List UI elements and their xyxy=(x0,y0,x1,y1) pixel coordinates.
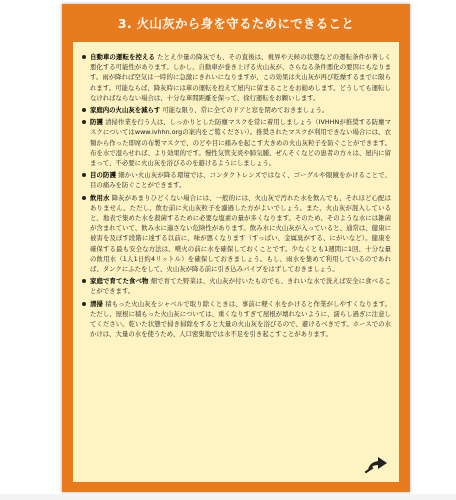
bullet-icon xyxy=(82,196,86,200)
viewer-bottom-strip xyxy=(0,494,456,500)
bullet-icon xyxy=(82,55,86,59)
advice-body: 細かい火山灰が降る環境では、コンタクトレンズではなく、ゴーグルや眼鏡をかけることで、目の痛みを防ぐことができます。 xyxy=(90,171,391,190)
advice-body: 積もった火山灰をシャベルで取り除くときは、事前に軽く水をかけると作業がしやすくなります。ただし、屋根に積もった火山灰については、重くなりすぎて屋根が壊れないように、濡らし過ぎに注意してください。乾いた状態で掃き掃除をすると大量の火山灰を浴びるので、避けるべきです。ホースでの水かけは、大量の水を使うため、人口密集地では水不足を引き起こすことがあります。 xyxy=(90,299,392,339)
bullet-icon xyxy=(82,173,86,177)
advice-lead: 飲用水 xyxy=(90,193,110,202)
advice-item-water xyxy=(90,193,391,275)
advice-body: 可能な限り、常に全てのドアと窓を閉めておきましょう。 xyxy=(160,106,329,115)
advice-lead: 家庭内の火山灰を減らす xyxy=(90,106,161,115)
advice-lead: 自動車の運転を控える xyxy=(90,53,155,61)
advice-item-protection xyxy=(90,117,391,168)
content-panel xyxy=(73,42,399,482)
bullet-icon xyxy=(82,120,86,124)
header-band xyxy=(62,4,410,42)
next-arrow-icon[interactable] xyxy=(365,452,391,474)
advice-list xyxy=(73,42,399,339)
advice-lead: 防護 xyxy=(90,118,103,127)
document-page xyxy=(62,4,410,492)
advice-item-home xyxy=(90,105,391,115)
advice-item-cleanup xyxy=(90,299,391,340)
page-title: 3. 火山灰から身を守るためにできること xyxy=(117,16,355,31)
advice-body: 降灰があまりひどくない場合には、一般的には、火山灰で汚れた水を飲んでも、それほど心配はありません。ただし、飲む前に火山灰粒子を濾過した方がよいでしょう。また、火山灰が混入していると、地表で集めた水を殺菌するために必要な塩素の量が多くなります。そのため、そのような水には雑菌が含まれていて、飲み水に適さない危険性があります。飲み水に火山灰が入っていると、通常は、健康に被害を及ぼす段階に達する以前に、味が悪くなります（すっぱい、金属臭がする、にがいなど）。健康を確保する最も安全な方法は、噴火の前に水を確保しておくことです。少なくとも1週間に1回、十分な量の飲用水（1人1日約4リットル）を確保しておきましょう。もし、雨水を集めて利用しているのであれば、タンクにふたをして、火山灰が降る前に引き込みパイプをはずしておきましょう。 xyxy=(90,193,392,274)
advice-body: 畑で育てた野菜は、火山灰が付いたものでも、きれいな水で洗えば安全に食べることができます。 xyxy=(90,277,392,296)
advice-item-driving xyxy=(90,52,391,103)
advice-item-food xyxy=(90,276,391,296)
bullet-icon xyxy=(82,302,86,306)
advice-lead: 目の防護 xyxy=(90,171,117,180)
advice-body: たとえ少量の降灰でも、その直後は、視界や天候の状態などの運転条件が著しく悪化する可能性があります。しかし、自動車が巻き上げる火山灰が、さらなる条件悪化の要因にもなります。雨が降れば空気は一時的に急激にきれいになりますが、この効果は火山灰が再び乾燥するまでに限られます。可能ならば、降灰時には車の運転を控えて屋内に留まることをお勧めします。どうしても運転しなければならない場合は、十分な車間距離を保って、徐行運転をお願いします。 xyxy=(90,53,392,102)
advice-body: 清掃作業を行う人は、しっかりとした防塵マスクを常に着用しましょう（IVHHNが推奨する防塵マスクについてはwww.ivhhn.orgの案内をご覧ください）。推奨されたマスクが利用できない場合には、衣類から作った即席の布製マスクで、のどや目に痛みを起こす大きめの火山灰粒子を防ぐことができます。布を水で湿らせれば、より効果的です。慢性気管支炎や肺気腫、ぜんそくなどの患者の方々は、屋内に留まって、不必要に火山灰を浴びるのを避けるようにしましょう。 xyxy=(90,118,392,168)
advice-lead: 家庭で育てた食べ物 xyxy=(90,277,149,286)
advice-item-eyes xyxy=(90,170,391,190)
advice-lead: 清掃 xyxy=(90,299,104,308)
bullet-icon xyxy=(82,108,86,112)
bullet-icon xyxy=(82,279,86,283)
